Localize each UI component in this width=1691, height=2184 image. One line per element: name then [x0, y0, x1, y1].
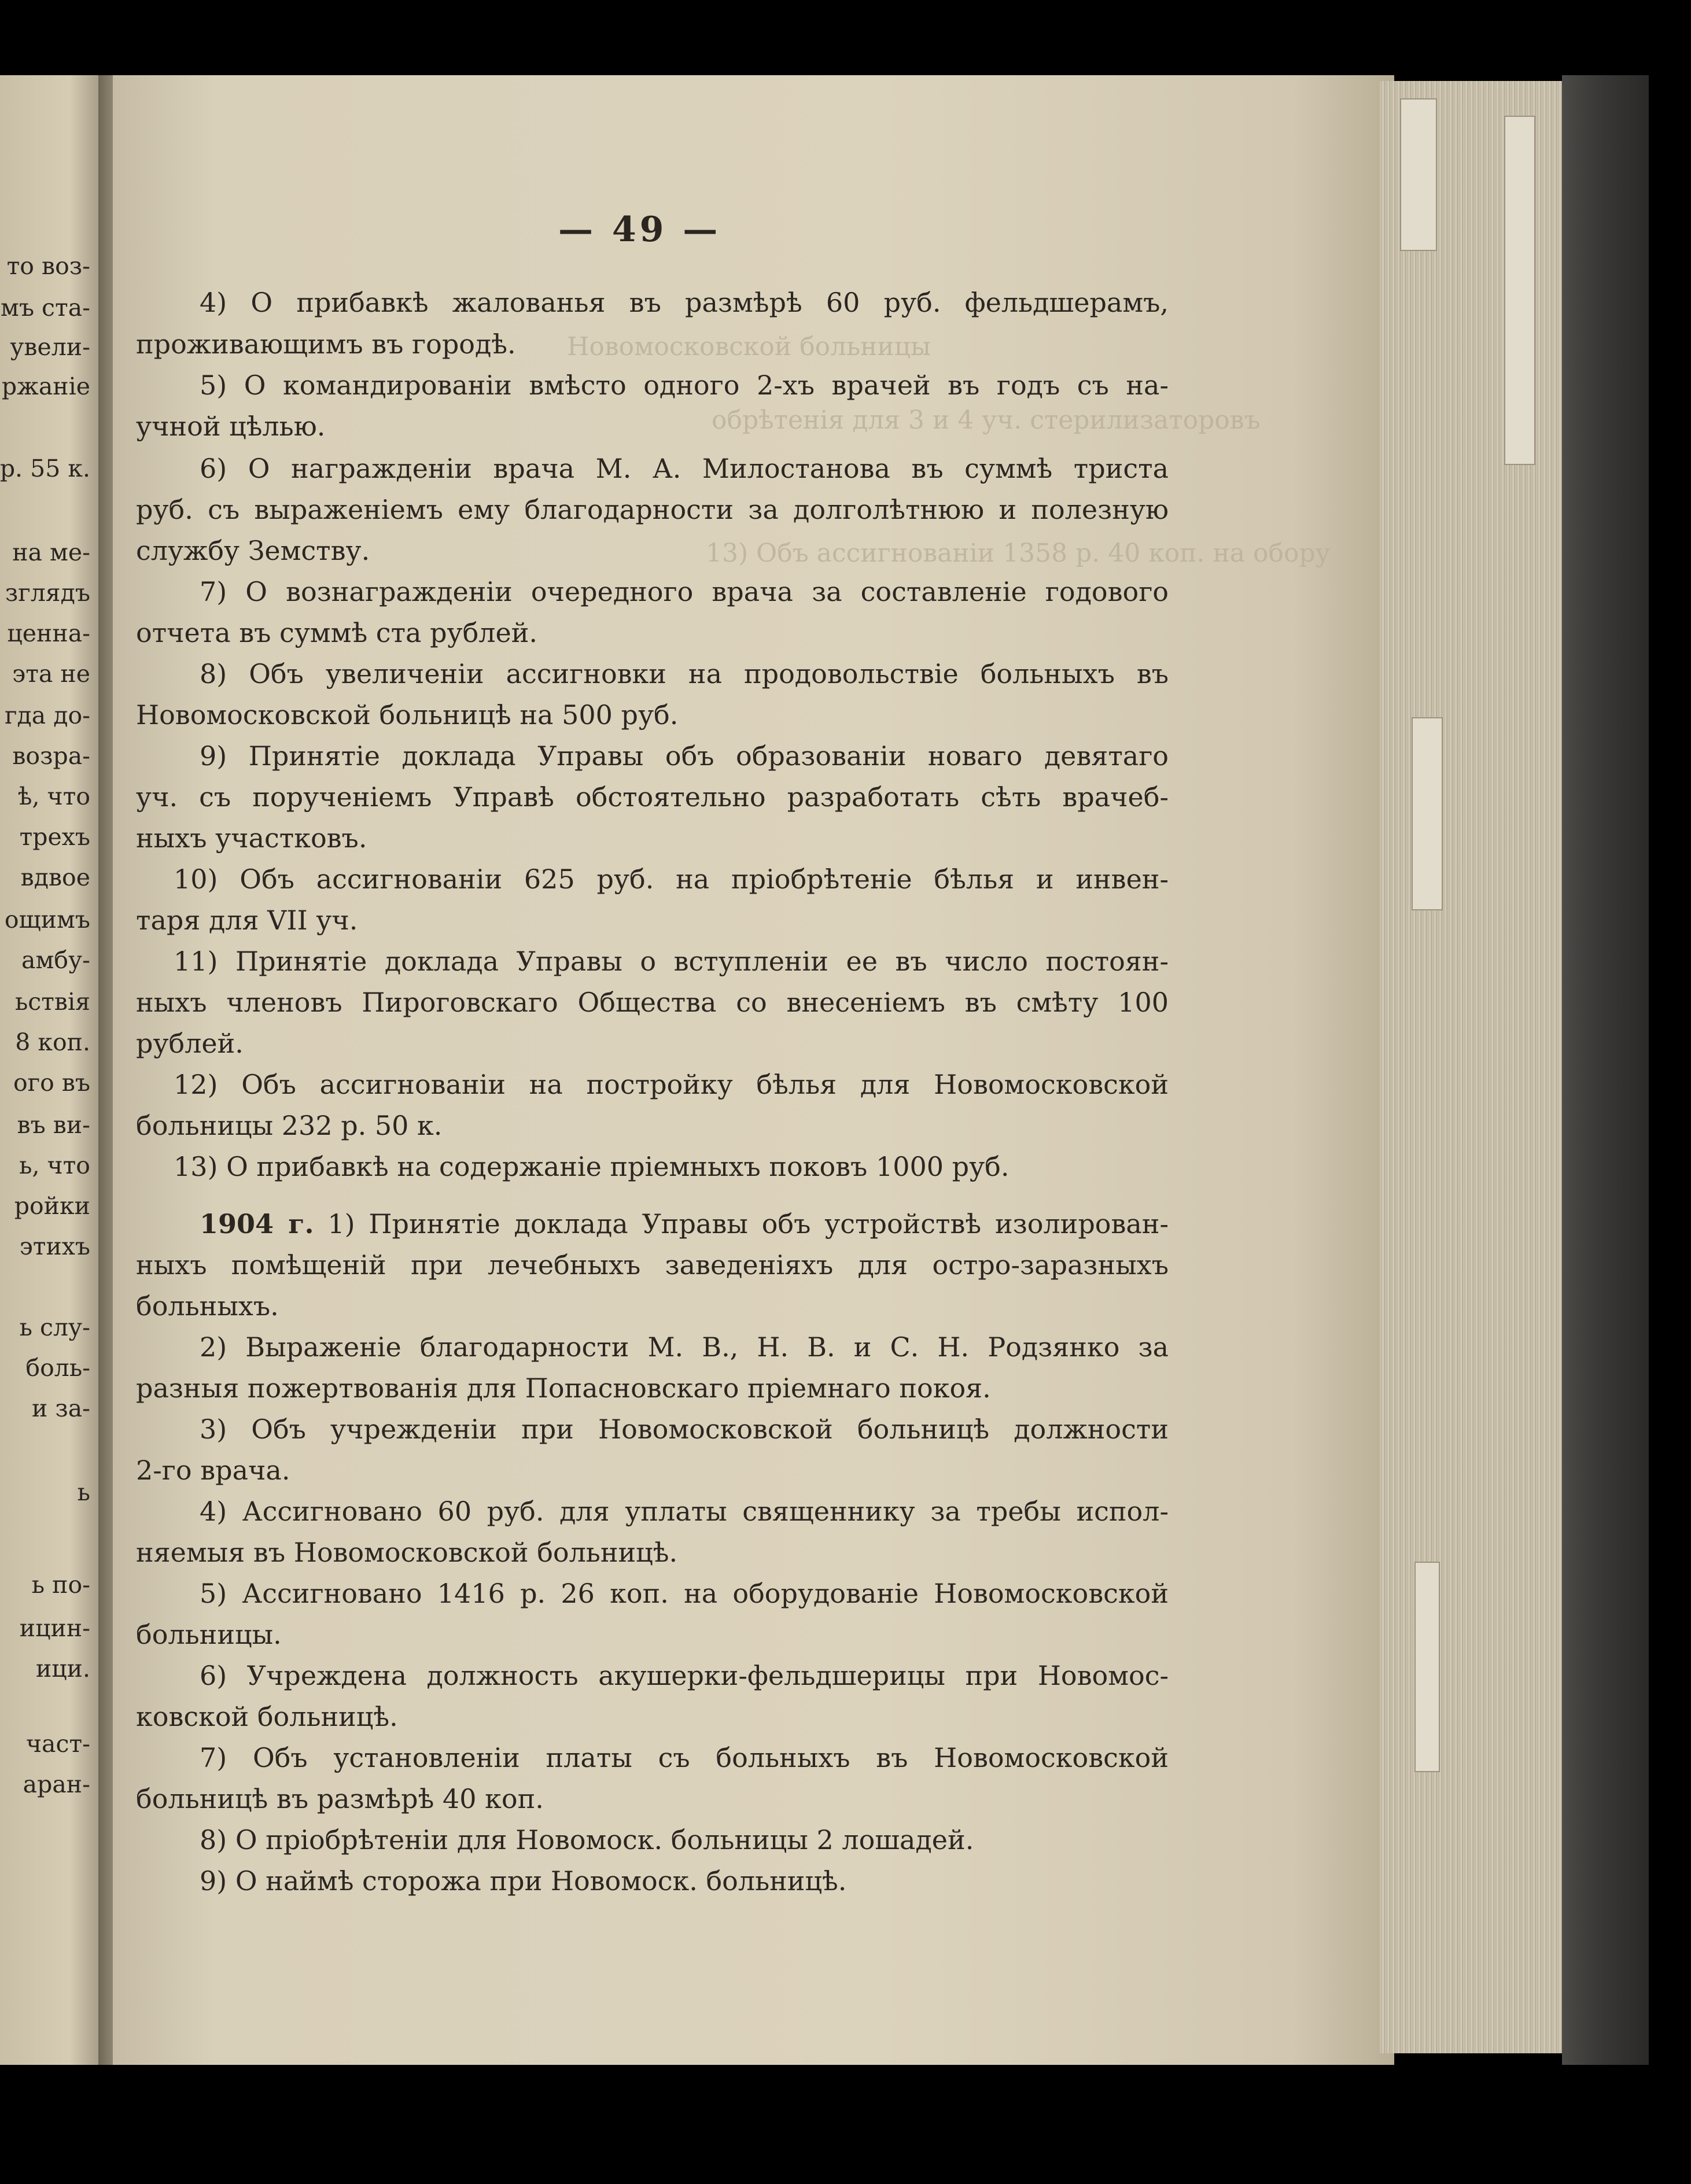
text-line: 5) О командированіи вмѣсто одного 2-хъ врачей въ годъ съ на- — [200, 370, 1169, 401]
fragment-text: ици. — [35, 1655, 90, 1683]
text-line: 4) Ассигновано 60 руб. для уплаты священнику за требы испол- — [200, 1496, 1169, 1527]
fragment-text: мъ ста- — [1, 294, 90, 322]
fragment-text: ценна- — [7, 619, 90, 647]
fragment-text: ьствія — [14, 988, 90, 1016]
text-line: больницы. — [136, 1619, 282, 1650]
bleed-through: 13) Объ ассигнованіи 1358 р. 40 коп. на обору — [706, 538, 1331, 568]
fragment-text: боль- — [25, 1354, 90, 1382]
text-line: больницѣ въ размѣрѣ 40 коп. — [136, 1783, 544, 1814]
fragment-text: част- — [25, 1730, 90, 1758]
page-number: — 49 — — [558, 209, 721, 250]
text-line: 3) Объ учрежденіи при Новомосковской больницѣ должности — [200, 1414, 1169, 1445]
text-line: 6) Учреждена должность акушерки-фельдшерицы при Новомос- — [200, 1660, 1169, 1691]
fragment-text: аран- — [23, 1770, 90, 1798]
text-line: ныхъ членовъ Пироговскаго Общества со внесеніемъ въ смѣту 100 — [136, 987, 1169, 1018]
fragment-text: ощимъ — [4, 906, 90, 934]
text-line: рублей. — [136, 1028, 244, 1059]
page-tab — [1400, 98, 1437, 251]
fragment-text: ицин- — [19, 1614, 90, 1642]
fragment-text: ь — [77, 1478, 90, 1506]
bleed-through: обрѣтенія для 3 и 4 уч. стерилизаторовъ — [712, 405, 1261, 435]
text-line: 9) Принятіе доклада Управы объ образованіи новаго девятаго — [200, 740, 1169, 772]
book-cover — [1562, 75, 1649, 2065]
text-line: Новомосковской больницѣ на 500 руб. — [136, 699, 679, 731]
fragment-text: гда до- — [5, 702, 90, 729]
text-line: 7) Объ установленіи платы съ больныхъ въ Новомосковской — [200, 1742, 1169, 1773]
text-line: больницы 232 р. 50 к. — [136, 1110, 443, 1141]
fragment-text: возра- — [12, 742, 90, 770]
fragment-text: и за- — [31, 1394, 90, 1422]
fragment-text: на ме- — [12, 538, 90, 566]
page-tab — [1414, 1562, 1440, 1772]
fragment-text: зглядъ — [5, 579, 90, 607]
fragment-text: ого въ — [13, 1069, 90, 1097]
page-tab — [1412, 717, 1443, 910]
text-line: разныя пожертвованія для Попасновскаго пріемнаго покоя. — [136, 1373, 991, 1404]
text-line: 1904 г. 1) Принятіе доклада Управы объ устройствѣ изолирован- — [200, 1208, 1169, 1239]
text-line: няемыя въ Новомосковской больницѣ. — [136, 1537, 678, 1568]
fragment-text: въ ви- — [17, 1111, 90, 1139]
fragment-text: ѣ, что — [17, 783, 90, 810]
text-line: 9) О наймѣ сторожа при Новомоск. больницѣ. — [200, 1865, 847, 1897]
fragment-text: ь по- — [31, 1571, 90, 1599]
text-line: 4) О прибавкѣ жалованья въ размѣрѣ 60 руб. фельдшерамъ, — [200, 287, 1169, 318]
fragment-text: р. 55 к. — [0, 455, 90, 482]
fragment-text: ь, что — [19, 1152, 90, 1179]
text-line: отчета въ суммѣ ста рублей. — [136, 617, 537, 648]
fragment-text: вдвое — [20, 864, 90, 891]
text-line: проживающимъ въ городѣ. — [136, 329, 516, 360]
text-line: 10) Объ ассигнованіи 625 руб. на пріобрѣтеніе бѣлья и инвен- — [174, 864, 1169, 895]
text-line: больныхъ. — [136, 1290, 279, 1322]
text-line: 8) О пріобрѣтеніи для Новомоск. больницы 2 лошадей. — [200, 1824, 974, 1855]
fragment-text: ржаніе — [1, 372, 90, 400]
fragment-text: трехъ — [19, 823, 90, 851]
year-heading: 1904 г. — [200, 1208, 314, 1239]
fragment-text: амбу- — [21, 946, 90, 974]
text-line: 12) Объ ассигнованіи на постройку бѣлья для Новомосковской — [174, 1069, 1169, 1100]
text-line: 5) Ассигновано 1416 р. 26 коп. на оборудованіе Новомосковской — [200, 1578, 1169, 1609]
text-line: таря для VII уч. — [136, 905, 358, 936]
fragment-text: увели- — [10, 333, 90, 361]
text-line: 2-го врача. — [136, 1455, 290, 1486]
fragment-text: ройки — [14, 1192, 90, 1220]
fragment-text: то воз- — [6, 252, 90, 280]
page-tab — [1504, 116, 1535, 465]
text-line: ныхъ участковъ. — [136, 822, 367, 854]
fragment-text: ь слу- — [19, 1314, 90, 1341]
text-line: ковской больницѣ. — [136, 1701, 398, 1732]
text-line: 7) О вознагражденіи очередного врача за составленіе годового — [200, 576, 1169, 607]
fragment-text: этихъ — [19, 1233, 90, 1260]
text-line: уч. съ порученіемъ Управѣ обстоятельно разработать сѣть врачеб- — [136, 781, 1169, 813]
fragment-text: эта не — [12, 660, 90, 688]
text-line: 13) О прибавкѣ на содержаніе пріемныхъ поковъ 1000 руб. — [174, 1151, 1010, 1182]
text-line: 2) Выраженіе благодарности М. В., Н. В. и С. Н. Родзянко за — [200, 1331, 1169, 1363]
text-line: службу Земству. — [136, 535, 370, 566]
text-line: 6) О награжденіи врача М. А. Милостанова въ суммѣ триста — [200, 453, 1169, 484]
text-line: 11) Принятіе доклада Управы о вступленіи ее въ число постоян- — [174, 946, 1169, 977]
text-line: ныхъ помѣщеній при лечебныхъ заведеніяхъ для остро-заразныхъ — [136, 1249, 1169, 1281]
text-line: 8) Объ увеличеніи ассигновки на продовольствіе больныхъ въ — [200, 658, 1169, 689]
text-line: учной цѣлью. — [136, 411, 326, 442]
fragment-text: 8 коп. — [15, 1028, 90, 1056]
bleed-through: Новомосковской больницы — [567, 332, 931, 361]
text-line: руб. съ выраженіемъ ему благодарности за долголѣтнюю и полезную — [136, 494, 1169, 525]
page-edges — [1380, 81, 1588, 2053]
